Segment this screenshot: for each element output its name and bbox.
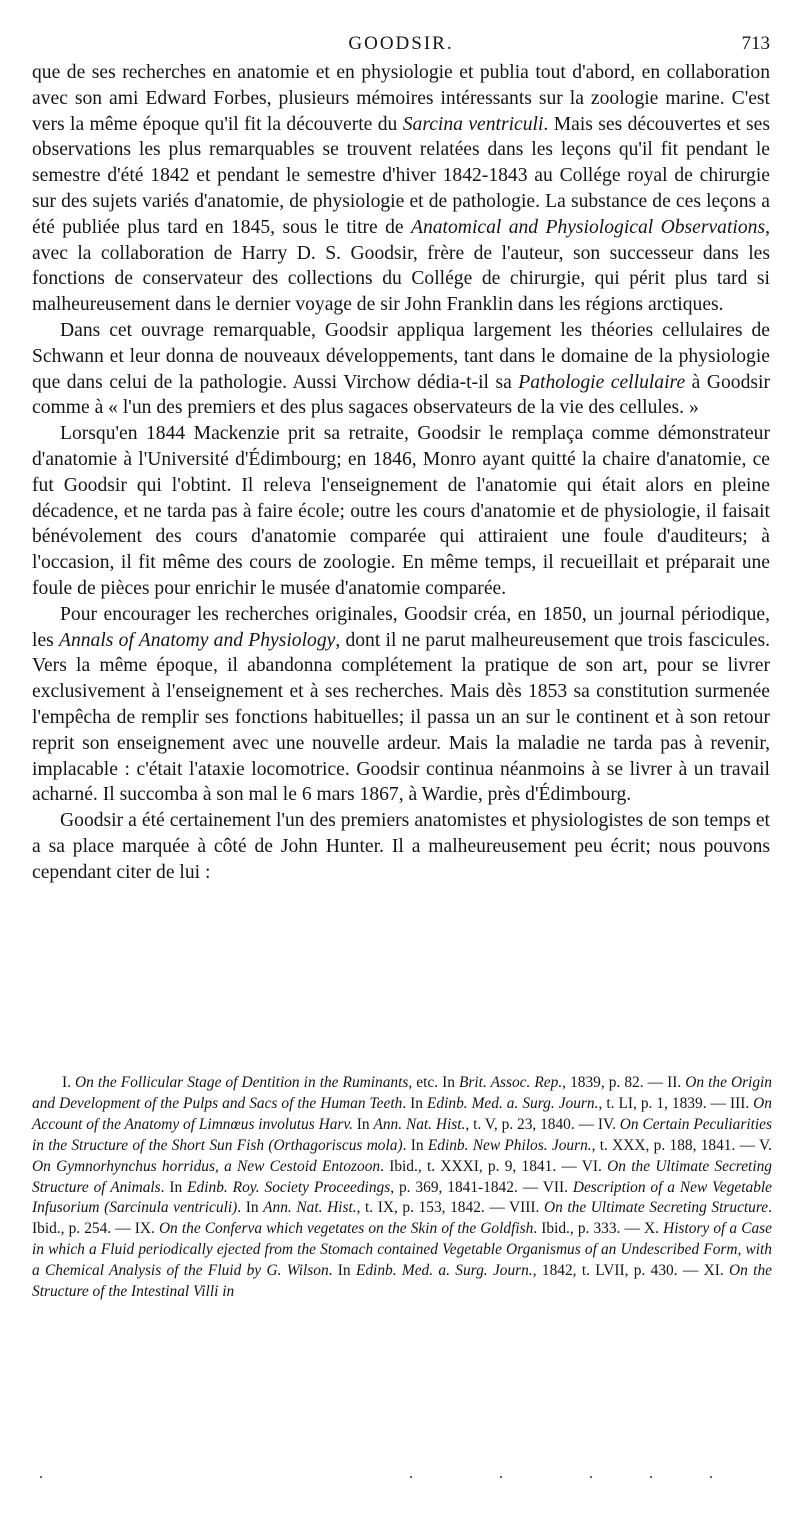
running-title: GOODSIR. xyxy=(348,33,454,54)
page-number: 713 xyxy=(741,33,770,54)
bib-title: On the Structure of the Intestinal Villi in xyxy=(32,1262,772,1301)
bib-part: I. xyxy=(62,1074,76,1091)
paragraph-3: Lorsqu'en 1844 Mackenzie prit sa retraite, Goodsir le remplaça comme démonstrateur d'anatomie à l'Université d'Édimbourg; en 1846, Monro ayant quitté la chaire d'anatomie, ce fut Goodsir qui l'obtint. Il releva l'enseignement de l'anatomie qui était alors en pleine décadence, et ne tarda pas à faire école; outre les cours d'anatomie et de physiologie, il faisait bénévolement des cours d'anatomie comparée qui attiraient une foule d'auditeurs; à l'occasion, il fit même des cours de zoologie. En même temps, il recueillait et préparait une foule de pièces pour enrichir le musée d'anatomie comparée. xyxy=(32,423,770,599)
bibliography xyxy=(32,1073,772,1303)
scan-speck xyxy=(410,1476,412,1478)
bib-title: History of a Case in which a Fluid periodically ejected from the Stomach contained Vegetable Organismus of an Undescribed Form, with a Chemical Analysis of the Fluid by G. Wilson xyxy=(32,1220,772,1280)
bib-part: . In xyxy=(402,1094,427,1112)
paragraph-1 xyxy=(32,60,770,318)
bib-title: On Gymnorhynchus horridus, a New Cestoid Entozoon xyxy=(32,1157,381,1175)
bib-journal: Edinb. Med. a. Surg. Journ. xyxy=(355,1262,533,1280)
bib-part: , t. LI, p. 1, 1839. — III. xyxy=(598,1094,754,1112)
scan-speck xyxy=(40,1476,42,1478)
paragraph-2-text-b: à Goodsir comme à « l'un des premiers et des plus sagaces observateurs de la vie des cellules. » xyxy=(32,371,770,419)
bib-journal: Brit. Assoc. Rep. xyxy=(459,1074,563,1091)
bibliography-list xyxy=(32,1073,772,1303)
bib-part: , t. XXX, p. 188, 1841. — V. xyxy=(591,1136,773,1154)
paragraph-1-text-c: , avec la collaboration de Harry D. S. Goodsir, frère de l'auteur, son successeur dans les fonctions de conservateur des collections du Collége de chirurgie, qui périt plus tard si malheureusement dans le dernier voyage de sir John Franklin dans les régions arctiques. xyxy=(32,216,770,316)
bib-part: . Ibid., t. XXXI, p. 9, 1841. — VI. xyxy=(380,1157,608,1175)
paragraph-4-text-a: Pour encourager les recherches originales, Goodsir créa, en 1850, un journal périodique, les xyxy=(32,603,770,651)
bib-part: . Ibid., p. 254. — IX. xyxy=(32,1199,772,1238)
paragraph-4 xyxy=(32,602,770,808)
scan-speck xyxy=(500,1476,502,1478)
body-text xyxy=(32,60,770,886)
bib-title: On the Origin and Development of the Pulps and Sacs of the Human Teeth xyxy=(32,1074,772,1112)
bib-title: On the Follicular Stage of Dentition in the Ruminants xyxy=(75,1074,409,1091)
bib-title: On the Ultimate Secreting Structure of Animals xyxy=(32,1157,772,1196)
paragraph-1-text-a: que de ses recherches en anatomie et en physiologie et publia tout d'abord, en collaboration avec son ami Edward Forbes, plusieurs mémoires intéressants sur la zoologie marine. C'est vers la même époque qu'il fit la découverte du xyxy=(32,62,770,135)
bib-part: . In xyxy=(237,1199,264,1217)
paragraph-2 xyxy=(32,318,770,421)
paragraph-1-italic-sarcina: Sarcina ventriculi xyxy=(402,113,544,135)
paragraph-5: Goodsir a été certainement l'un des premiers anatomistes et physiologistes de son temps et a sa place marquée à côté de John Hunter. Il a malheureusement peu écrit; nous pouvons cependant citer de lui : xyxy=(32,810,770,883)
scan-speck xyxy=(650,1476,652,1478)
bib-title: On Certain Peculiarities in the Structure of the Short Sun Fish (Orthagoriscus mola) xyxy=(32,1115,772,1154)
scan-speck xyxy=(710,1476,712,1478)
scan-specks xyxy=(30,1472,750,1484)
bib-journal: Ann. Nat. Hist. xyxy=(373,1115,466,1133)
bib-part: . Ibid., p. 333. — X. xyxy=(533,1220,664,1238)
bib-part: , p. 369, 1841-1842. — VII. xyxy=(390,1178,573,1196)
bib-part: , 1839, p. 82. — II. xyxy=(562,1074,686,1091)
paragraph-2-italic-title: Pathologie cellulaire xyxy=(518,371,686,393)
paragraph-2-text-a: Dans cet ouvrage remarquable, Goodsir appliqua largement les théories cellulaires de Schwann et leur donna de nouveaux développements, tant dans le domaine de la physiologie que dans celui de la pathologie. Aussi Virchow dédia-t-il sa xyxy=(32,319,770,393)
bib-title: On Account of the Anatomy of Limnœus involutus Harv. xyxy=(32,1094,772,1133)
paragraph-4-italic-title: Annals of Anatomy and Physiology xyxy=(59,629,336,651)
scan-speck xyxy=(590,1476,592,1478)
bib-part: , 1842, t. LVII, p. 430. — XI. xyxy=(532,1262,730,1280)
paragraph-4-text-b: , dont il ne parut malheureusement que trois fascicules. Vers la même époque, il abandonna complétement la pratique de son art, pour se livrer exclusivement à l'enseignement et à ses recherches. Mais dès 1853 sa constitution surmenée l'empêcha de remplir ses fonctions habituelles; il passa un an sur le continent et à son retour reprit son enseignement avec une nouvelle ardeur. Mais la maladie ne tarda pas à revenir, implacable : c'était l'ataxie locomotrice. Goodsir continua néanmoins à se livrer à un travail acharné. Il succomba à son mal le 6 mars 1867, à Wardie, près d'Édimbourg. xyxy=(32,629,770,806)
bib-part: In xyxy=(352,1115,374,1133)
bib-part: . In xyxy=(328,1262,356,1280)
bib-part: . In xyxy=(160,1178,188,1196)
bib-title: On the Conferva which vegetates on the Skin of the Goldfish xyxy=(158,1220,534,1238)
bib-part: . In xyxy=(402,1136,428,1154)
bib-journal: Edinb. Roy. Society Proceedings xyxy=(187,1178,391,1196)
bib-journal: Edinb. New Philos. Journ. xyxy=(427,1136,592,1154)
bib-journal: Ann. Nat. Hist. xyxy=(263,1199,357,1217)
paragraph-1-italic-title: Anatomical and Physiological Observations xyxy=(411,216,766,238)
bib-title: On the Ultimate Secreting Structure xyxy=(544,1199,769,1217)
paragraph-1-text-b: . Mais ses découvertes et ses observations les plus remarquables se trouvent relatées dans les leçons qu'il fit pendant le semestre d'été 1842 et pendant le semestre d'hiver 1842-1843 au Collége royal de chirurgie sur des sujets variés d'anatomie, de physiologie et de pathologie. La substance de ces leçons a été publiée plus tard en 1845, sous le titre de xyxy=(32,113,770,238)
running-header xyxy=(32,30,770,60)
bib-part: , etc. In xyxy=(408,1074,460,1091)
bib-part: , t. V, p. 23, 1840. — IV. xyxy=(465,1115,620,1133)
bib-part: , t. IX, p. 153, 1842. — VIII. xyxy=(356,1199,544,1217)
bib-journal: Edinb. Med. a. Surg. Journ. xyxy=(427,1094,599,1112)
bib-title: Description of a New Vegetable Infusorium (Sarcinula ventriculi) xyxy=(32,1178,772,1217)
